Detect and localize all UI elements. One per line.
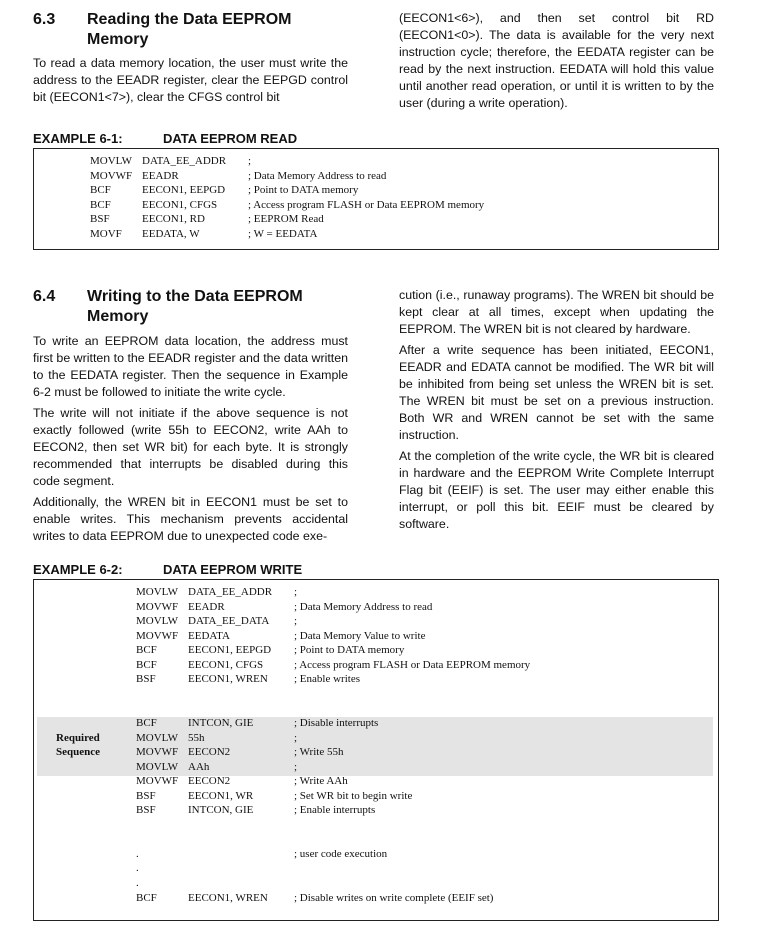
section-6-4-title: Writing to the Data EEPROM Memory — [87, 288, 303, 325]
code-comment: ; Data Memory Address to read — [294, 600, 433, 613]
section-6-3-number: 6.3 — [33, 11, 56, 28]
code-comment: ; Write 55h — [294, 746, 344, 759]
code-operand: EECON1, RD — [142, 213, 205, 226]
code-comment: ; user code execution — [294, 847, 388, 860]
code-opcode: MOVLW — [136, 615, 178, 628]
code-comment: ; Point to DATA memory — [248, 184, 359, 197]
code-opcode: BCF — [90, 184, 111, 197]
code-operand: EECON1, WREN — [188, 673, 268, 686]
code-side-label: Required — [56, 731, 100, 744]
example-6-1-code-box — [33, 148, 719, 250]
code-opcode: BSF — [90, 213, 110, 226]
section-6-3-right-text — [399, 10, 714, 116]
code-opcode: MOVF — [90, 227, 122, 240]
paragraph: Additionally, the WREN bit in EECON1 must be set to enable writes. This mechanism prevents accidental writes to data EEPROM due to unexpected code exe- — [33, 495, 348, 543]
paragraph: At the completion of the write cycle, the WR bit is cleared in hardware and the EEPROM Write Complete Interrupt Flag bit (EEIF) is set. The user may either enable this interrupt, or poll this bit. EEIF must be cleared by software. — [399, 449, 714, 531]
code-comment: ; — [294, 731, 298, 744]
code-operand: EECON1, WREN — [188, 891, 268, 904]
code-operand: EECON2 — [188, 775, 231, 788]
code-operand: EECON1, CFGS — [142, 198, 218, 211]
code-opcode: MOVLW — [90, 155, 132, 167]
code-operand: EEDATA — [188, 629, 230, 642]
code-operand: EEADR — [142, 169, 179, 182]
code-comment: ; Data Memory Address to read — [248, 169, 387, 182]
code-opcode: BCF — [136, 716, 157, 729]
code-opcode: MOVWF — [136, 746, 179, 759]
code-comment: ; EEPROM Read — [248, 213, 324, 226]
example-6-2-code-box — [33, 579, 719, 921]
code-operand: 55h — [188, 731, 205, 744]
code-comment: ; — [248, 155, 252, 167]
code-operand: EECON1, EEPGD — [142, 184, 226, 197]
code-comment: ; W = EEDATA — [248, 227, 318, 240]
code-opcode: BSF — [136, 804, 156, 817]
code-comment: ; Access program FLASH or Data EEPROM memory — [294, 658, 531, 671]
code-opcode: MOVWF — [136, 629, 179, 642]
section-6-3-title: Reading the Data EEPROM Memory — [87, 11, 292, 48]
code-opcode: BCF — [90, 198, 111, 211]
paragraph: cution (i.e., runaway programs). The WREN bit should be kept clear at all times, except when updating the EEPROM. The WREN bit is not cleared by hardware. — [399, 288, 714, 336]
section-6-4-number: 6.4 — [33, 288, 56, 305]
code-opcode: BCF — [136, 891, 157, 904]
section-6-4-left-text — [33, 333, 348, 549]
example-6-1-label: EXAMPLE 6-1: — [33, 131, 123, 146]
code-operand: EECON2 — [188, 746, 231, 759]
code-operand: EECON1, WR — [188, 789, 254, 802]
code-comment: ; Access program FLASH or Data EEPROM memory — [248, 198, 485, 211]
code-opcode: . — [136, 862, 139, 875]
code-operand: EECON1, EEPGD — [188, 644, 272, 657]
code-side-label: Sequence — [56, 746, 100, 759]
section-6-4-right-text — [399, 287, 714, 537]
code-operand: INTCON, GIE — [188, 804, 254, 817]
code-comment: ; Enable interrupts — [294, 804, 376, 817]
code-opcode: MOVLW — [136, 586, 178, 598]
code-opcode: MOVWF — [90, 169, 133, 182]
code-opcode: BCF — [136, 658, 157, 671]
code-comment: ; — [294, 586, 298, 598]
code-opcode: MOVWF — [136, 600, 179, 613]
code-operand: AAh — [188, 760, 210, 773]
code-opcode: BSF — [136, 789, 156, 802]
code-comment: ; — [294, 760, 298, 773]
code-comment: ; — [294, 615, 298, 628]
code-operand: INTCON, GIE — [188, 716, 254, 729]
paragraph: The write will not initiate if the above sequence is not exactly followed (write 55h to EECON2, write AAh to EECON2, then set WR bit) for each byte. It is strongly recommended that interrupts be disabled during this code segment. — [33, 406, 348, 488]
code-comment: ; Data Memory Value to write — [294, 629, 426, 642]
code-opcode: . — [136, 847, 139, 860]
code-operand: EEADR — [188, 600, 225, 613]
code-comment: ; Enable writes — [294, 673, 360, 686]
code-opcode: MOVLW — [136, 731, 178, 744]
code-operand: DATA_EE_ADDR — [188, 586, 273, 598]
code-comment: ; Disable writes on write complete (EEIF set) — [294, 891, 494, 904]
paragraph: (EECON1<6>), and then set control bit RD (EECON1<0>). The data is available for the very next instruction cycle; therefore, the EEDATA register can be read by the next instruction. EEDATA will hold this value until another read operation, or until it is written to by the user (during a write operation). — [399, 11, 714, 110]
example-6-2-title: DATA EEPROM WRITE — [163, 562, 303, 577]
section-6-3-left-text — [33, 55, 348, 110]
code-operand: DATA_EE_ADDR — [142, 155, 227, 167]
code-operand: EECON1, CFGS — [188, 658, 264, 671]
code-operand: EEDATA, W — [142, 227, 200, 240]
paragraph: After a write sequence has been initiated, EECON1, EEADR and EDATA cannot be modified. The WR bit will be inhibited from being set unless the WREN bit is set. The WREN bit must be set on a previous instruction. Both WR and WREN cannot be set with the same instruction. — [399, 343, 714, 442]
code-opcode: MOVWF — [136, 775, 179, 788]
code-comment: ; Disable interrupts — [294, 716, 379, 729]
example-6-2-label: EXAMPLE 6-2: — [33, 562, 123, 577]
example-6-1-title: DATA EEPROM READ — [163, 131, 298, 146]
code-operand: DATA_EE_DATA — [188, 615, 270, 628]
paragraph: To read a data memory location, the user must write the address to the EEADR register, clear the EEPGD control bit (EECON1<7>), clear the CFGS control bit — [33, 56, 348, 104]
paragraph: To write an EEPROM data location, the address must first be written to the EEADR register and the data written to the EEDATA register. Then the sequence in Example 6-2 must be followed to initiate the write cycle. — [33, 334, 348, 399]
code-opcode: BCF — [136, 644, 157, 657]
code-comment: ; Set WR bit to begin write — [294, 789, 413, 802]
code-opcode: MOVLW — [136, 760, 178, 773]
code-comment: ; Point to DATA memory — [294, 644, 405, 657]
code-comment: ; Write AAh — [294, 775, 348, 788]
code-opcode: BSF — [136, 673, 156, 686]
code-opcode: . — [136, 877, 139, 889]
